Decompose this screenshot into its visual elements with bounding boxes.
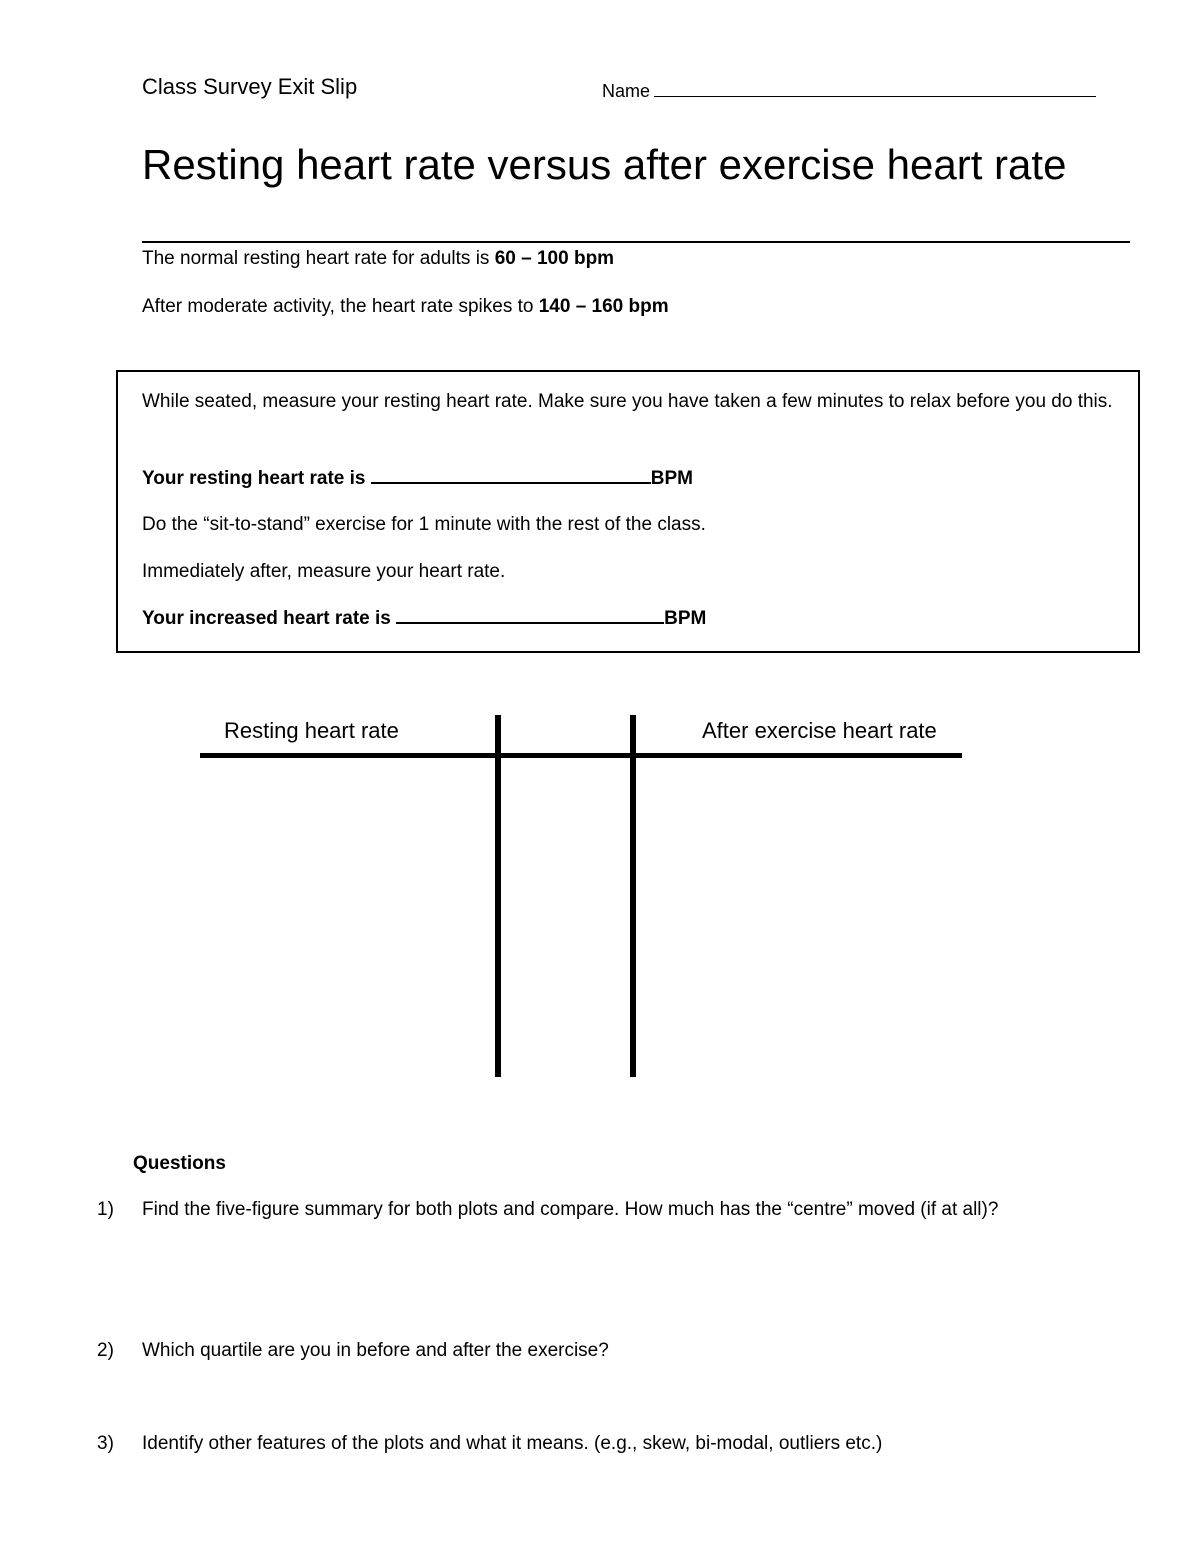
resting-rate-label: Your resting heart rate is [142, 468, 371, 489]
increased-rate-unit: BPM [664, 608, 707, 629]
instruction-seated: While seated, measure your resting heart rate. Make sure you have taken a few minutes to relax before you do this. [142, 391, 1113, 412]
resting-fact-text: The normal resting heart rate for adults is [142, 248, 495, 269]
name-blank-line[interactable] [654, 80, 1096, 97]
resting-rate-entry [142, 463, 693, 494]
instruction-measure: Immediately after, measure your heart rate. [142, 561, 506, 582]
stem-plot-right-label: After exercise heart rate [702, 718, 937, 743]
question-1-text: Find the five-figure summary for both plots and compare. How much has the “centre” moved (if at all)? [142, 1199, 999, 1220]
resting-fact-range: 60 – 100 bpm [494, 248, 615, 269]
question-3-text: Identify other features of the plots and what it means. (e.g., skew, bi-modal, outliers etc.) [142, 1433, 883, 1454]
stem-plot-horizontal-line [200, 753, 962, 758]
resting-rate-unit: BPM [650, 468, 694, 489]
resting-rate-fact [142, 248, 614, 270]
title-divider [142, 241, 1130, 243]
increased-rate-entry [142, 603, 706, 634]
slip-title: Class Survey Exit Slip [142, 74, 358, 99]
increased-rate-blank[interactable] [396, 604, 664, 624]
name-field[interactable] [602, 80, 1096, 102]
page-title: Resting heart rate versus after exercise heart rate [142, 141, 1067, 188]
activity-fact-range: 140 – 160 bpm [538, 296, 669, 317]
question-2-text: Which quartile are you in before and after the exercise? [142, 1340, 609, 1361]
question-3-number: 3) [97, 1433, 114, 1454]
question-1-number: 1) [97, 1199, 114, 1220]
stem-plot-left-label: Resting heart rate [224, 718, 399, 743]
stem-plot-right-vertical-line [630, 715, 636, 1077]
activity-fact-text: After moderate activity, the heart rate spikes to [142, 296, 539, 317]
resting-rate-blank[interactable] [371, 464, 651, 484]
name-label: Name [602, 81, 651, 101]
questions-heading: Questions [133, 1153, 226, 1174]
question-2-number: 2) [97, 1340, 114, 1361]
increased-rate-label: Your increased heart rate is [142, 608, 397, 629]
stem-plot-left-vertical-line [495, 715, 501, 1077]
activity-rate-fact [142, 296, 669, 318]
instruction-exercise: Do the “sit-to-stand” exercise for 1 minute with the rest of the class. [142, 514, 706, 535]
